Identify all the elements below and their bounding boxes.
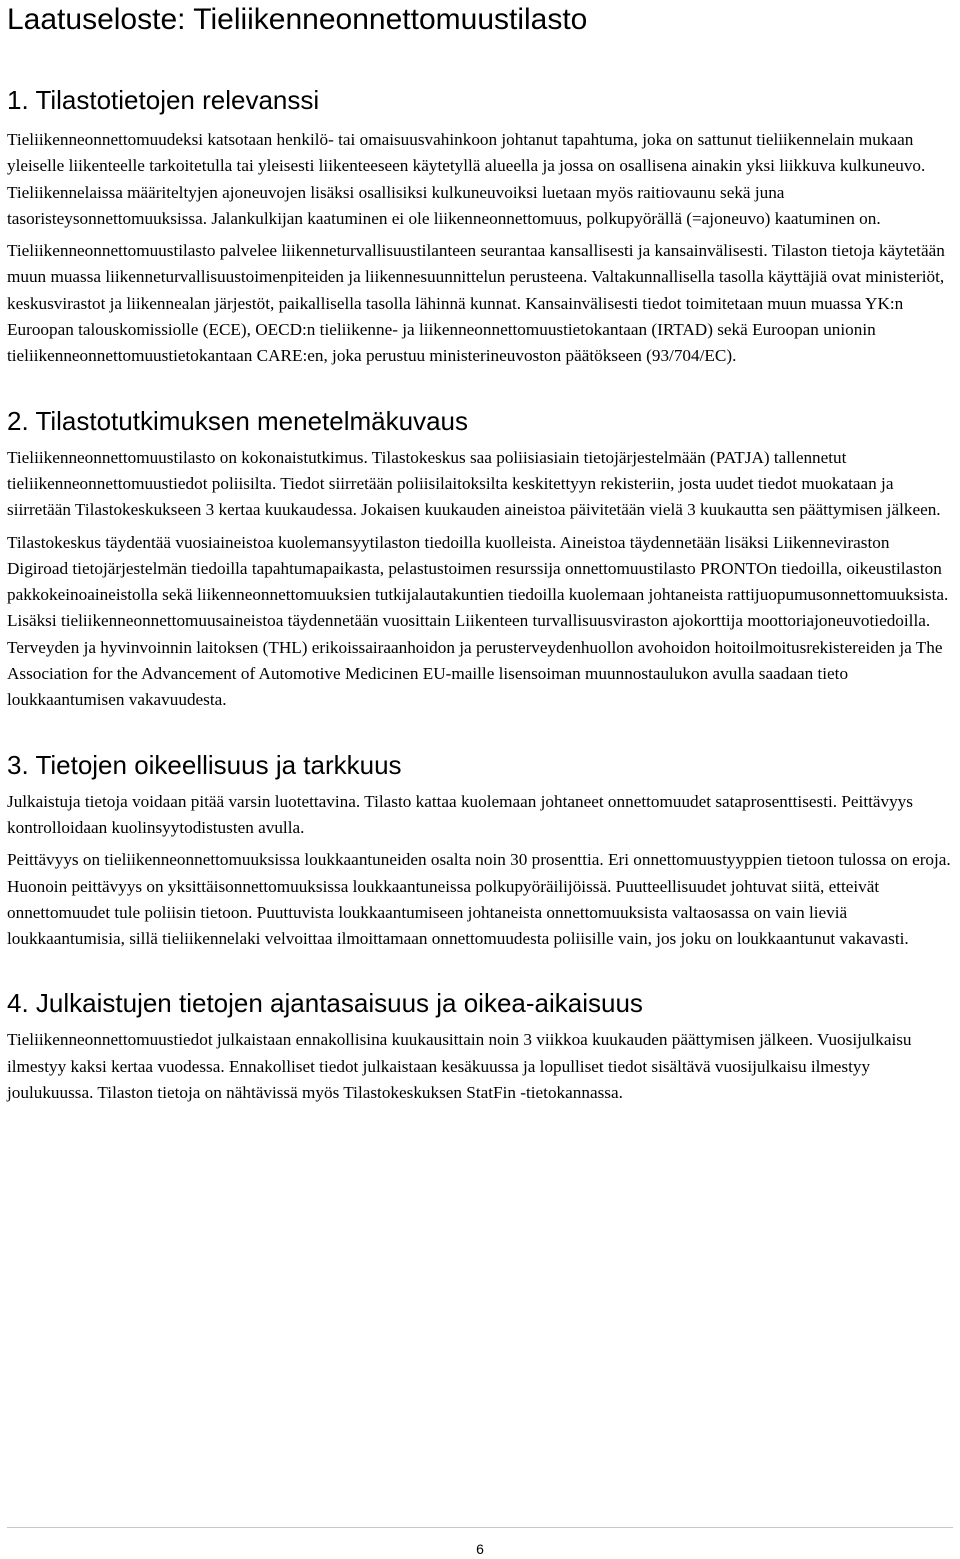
section-heading: 4. Julkaistujen tietojen ajantasaisuus ja oikea-aikaisuus bbox=[7, 988, 643, 1019]
section-methodology bbox=[7, 405, 953, 714]
section-heading: 3. Tietojen oikeellisuus ja tarkkuus bbox=[7, 749, 402, 780]
document-page bbox=[7, 0, 953, 1106]
section-timeliness bbox=[7, 987, 953, 1106]
footer-divider bbox=[7, 1527, 953, 1528]
paragraph: Tilastokeskus täydentää vuosiaineistoa kuolemansyytilaston tiedoilla kuolleista. Aineistoa täydennetään lisäksi Liikenneviraston Digiroad tietojärjestelmän tiedoilla tapahtumapaikasta, pelastustoimen resurssija onnettomuustilasto PRONTOn tiedoilla, oikeustilaston pakkokeinoaineistolla sekä liikenneonnettomuuksien tutkijalautakuntien tiedoilla kuolemaan johtaneista rattijuopumusonnettomuuksista. Lisäksi tieliikenneonnettomuusaineistoa täydennetään vuosittain Liikenteen turvallisuusviraston ajokorttija moottoriajoneuvotiedoilla. Terveyden ja hyvinvoinnin laitoksen (THL) erikoissairaanhoidon ja perusterveydenhuollon avohoidon hoitoilmoitusrekistereiden ja The Association for the Advancement of Automotive Medicinen EU-maille lisensoiman muunnostaulukon avulla saadaan tieto loukkaantumisen vakavuudesta. bbox=[7, 532, 949, 710]
paragraph: Tieliikenneonnettomuustiedot julkaistaan ennakollisina kuukausittain noin 3 viikkoa kuukauden päättymisen jälkeen. Vuosijulkaisu ilmestyy kaksi kertaa vuodessa. Ennakolliset tiedot julkaistaan kesäkuussa ja lopulliset tiedot sisältävä vuosijulkaisu ilmestyy joulukuussa. Tilaston tietoja on nähtävissä myös Tilastokeskuksen StatFin -tietokannassa. bbox=[7, 1030, 912, 1103]
section-heading: 2. Tilastotutkimuksen menetelmäkuvaus bbox=[7, 405, 468, 436]
paragraph: Tieliikenneonnettomuustilasto on kokonaistutkimus. Tilastokeskus saa poliisiasiain tietojärjestelmään (PATJA) tallennetut tieliikenneonnettomuustiedot poliisilta. Tiedot siirretään poliisilaitoksilta keskitettyyn rekisteriin, josta uudet tiedot muokataan ja siirretään Tilastokeskukseen 3 kertaa kuukaudessa. Jokaisen kuukauden aineistoa päivitetään vielä 3 kuukautta sen päättymisen jälkeen. bbox=[7, 447, 941, 520]
document-title: Laatuseloste: Tieliikenneonnettomuustilasto bbox=[7, 3, 588, 36]
paragraph: Peittävyys on tieliikenneonnettomuuksissa loukkaantuneiden osalta noin 30 prosenttia. Eri onnettomuustyyppien tietoon tulossa on eroja. Huonoin peittävyys on yksittäisonnettomuuksissa loukkaantuneissa polkupyöräilijöissä. Puutteellisuudet johtuvat siitä, etteivät onnettomuudet tule poliisin tietoon. Puuttuvista loukkaantumiseen johtaneista onnettomuuksista valtaosassa on vain lieviä loukkaantumisia, sillä tieliikennelaki velvoittaa ilmoittamaan onnettomuudesta poliisille vain, jos joku on loukkaantunut vakavasti. bbox=[7, 850, 951, 949]
paragraph: Tieliikenneonnettomuustilasto palvelee liikenneturvallisuustilanteen seurantaa kansallisesti ja kansainvälisesti. Tilaston tietoja käytetään muun muassa liikenneturvallisuustoimenpiteiden ja liikennesuunnittelun perusteena. Valtakunnallisella tasolla käyttäjiä ovat ministeriöt, keskusvirastot ja liikennealan järjestöt, paikallisella tasolla lähinnä kunnat. Kansainvälisesti tiedot toimitetaan muun muassa YK:n Euroopan talouskomissiolle (ECE), OECD:n tieliikenne- ja liikenneonnettomuustietokantaan (IRTAD) sekä Euroopan unionin tieliikenneonnettomuustietokantaan CARE:en, joka perustuu ministerineuvoston päätökseen (93/704/EC). bbox=[7, 241, 945, 366]
page-number: 6 bbox=[476, 1541, 484, 1557]
section-relevance bbox=[7, 84, 953, 370]
paragraph: Julkaistuja tietoja voidaan pitää varsin luotettavina. Tilasto kattaa kuolemaan johtaneet onnettomuudet sataprosenttisesti. Peittävyys kontrolloidaan kuolinsyytodistusten avulla. bbox=[7, 791, 913, 837]
paragraph: Tieliikenneonnettomuudeksi katsotaan henkilö- tai omaisuusvahinkoon johtanut tapahtuma, joka on sattunut tieliikennelain mukaan yleiselle liikenteelle tarkoitetulla tai yleisesti liikenteeseen käytetyllä alueella ja jossa on osallisena ainakin yksi liikkuva kulkuneuvo. Tieliikennelaissa määriteltyjen ajoneuvojen lisäksi osallisiksi kulkuneuvoiksi luetaan myös raitiovaunu sekä juna tasoristeysonnettomuuksissa. Jalankulkijan kaatuminen ei ole liikenneonnettomuus, polkupyörällä (=ajoneuvo) kaatuminen on. bbox=[7, 130, 926, 228]
section-heading: 1. Tilastotietojen relevanssi bbox=[7, 85, 320, 115]
section-accuracy bbox=[7, 749, 953, 953]
